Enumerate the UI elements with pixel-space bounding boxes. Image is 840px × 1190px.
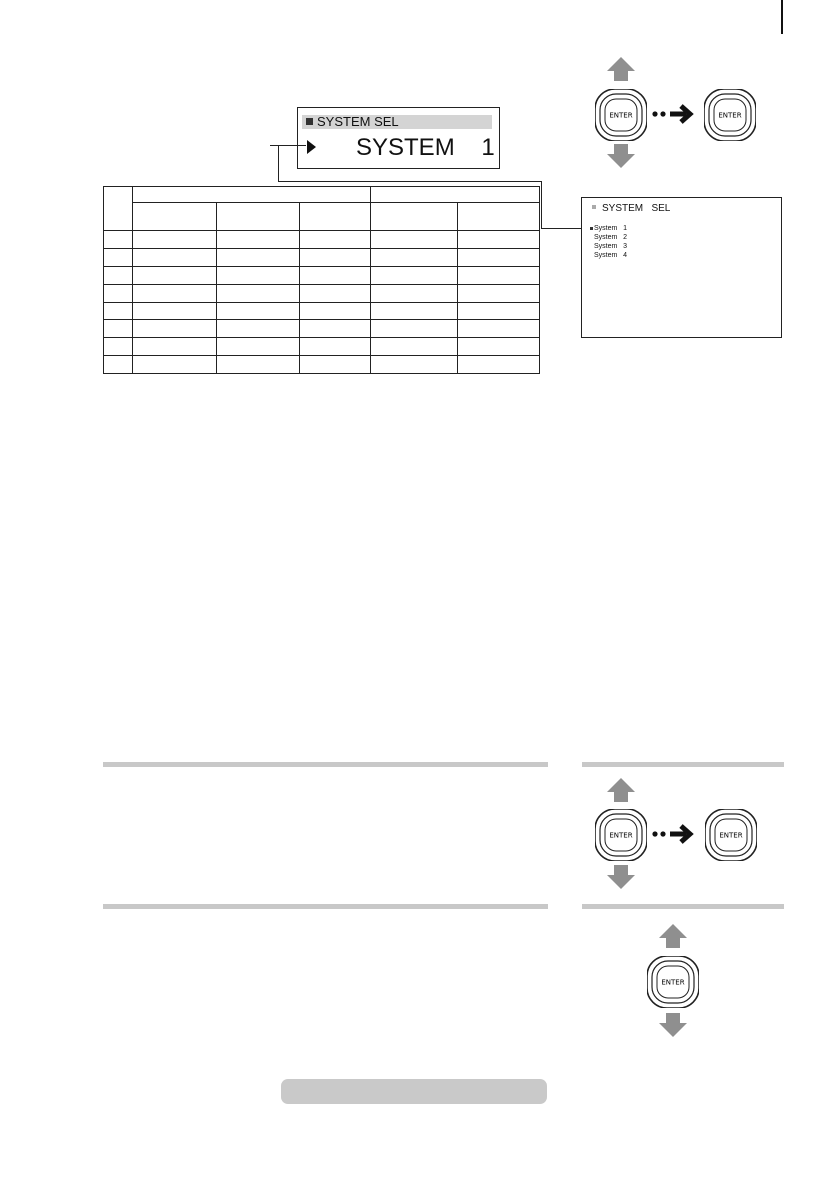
osd-list-item xyxy=(594,251,627,260)
enter-button[interactable] xyxy=(704,89,756,146)
table-row xyxy=(104,266,540,284)
lcd-title: SYSTEM SEL xyxy=(317,114,399,129)
lcd-header xyxy=(302,115,492,129)
connector-line xyxy=(278,181,542,182)
table-header-cell xyxy=(133,187,371,203)
down-arrow-icon[interactable] xyxy=(659,1013,687,1037)
osd-title: SYSTEM SEL xyxy=(602,203,671,214)
step-bar xyxy=(103,762,548,767)
step-bar xyxy=(582,904,784,909)
table-header-cell xyxy=(133,203,217,231)
table-row xyxy=(104,302,540,320)
enter-button-label: ENTER xyxy=(719,831,743,840)
osd-list-item-label: System 3 xyxy=(594,243,628,250)
osd-list-item xyxy=(594,233,627,242)
table-row xyxy=(104,231,540,249)
up-arrow-icon[interactable] xyxy=(607,57,635,81)
enter-button[interactable] xyxy=(647,956,699,1013)
osd-list-item xyxy=(594,224,627,233)
connector-line xyxy=(278,145,279,182)
square-icon xyxy=(592,205,596,209)
connector-line xyxy=(541,181,542,229)
enter-button-label: ENTER xyxy=(718,111,742,120)
enter-button-label: ENTER xyxy=(661,978,685,987)
step-bar xyxy=(103,904,548,909)
table-cell xyxy=(104,187,133,231)
enter-button-label: ENTER xyxy=(609,831,633,840)
note-bar xyxy=(281,1079,547,1104)
table-row xyxy=(104,248,540,266)
table-header-cell xyxy=(217,203,300,231)
enter-button[interactable] xyxy=(705,809,757,866)
selection-marker-icon xyxy=(590,227,593,230)
system-table xyxy=(103,186,540,374)
table-header-cell xyxy=(458,203,540,231)
connector-line xyxy=(270,145,306,146)
square-icon xyxy=(306,118,313,125)
then-arrow-icon xyxy=(652,831,692,841)
enter-button[interactable] xyxy=(595,89,647,146)
enter-button[interactable] xyxy=(595,809,647,866)
enter-button-label: ENTER xyxy=(609,111,633,120)
down-arrow-icon[interactable] xyxy=(607,865,635,889)
osd-list-item-label: System 2 xyxy=(594,234,628,241)
table-row xyxy=(104,320,540,338)
down-arrow-icon[interactable] xyxy=(607,144,635,168)
table-header-cell xyxy=(371,203,458,231)
table-row xyxy=(104,356,540,374)
osd-screen xyxy=(581,197,782,338)
osd-list xyxy=(594,224,627,260)
table-header-cell xyxy=(371,187,540,203)
osd-list-item-label: System 1 xyxy=(594,225,628,232)
page-edge-marker xyxy=(781,0,783,34)
cursor-triangle-icon xyxy=(307,140,316,154)
osd-title-row xyxy=(592,203,670,215)
up-arrow-icon[interactable] xyxy=(607,778,635,802)
lcd-value: SYSTEM 1 xyxy=(356,134,495,161)
table-row xyxy=(104,338,540,356)
table-header-cell xyxy=(300,203,371,231)
then-arrow-icon xyxy=(652,111,692,121)
table-row xyxy=(104,284,540,302)
osd-list-item-label: System 4 xyxy=(594,252,628,259)
step-bar xyxy=(582,762,784,767)
osd-list-item xyxy=(594,242,627,251)
up-arrow-icon[interactable] xyxy=(659,924,687,948)
lcd-display xyxy=(297,107,500,169)
